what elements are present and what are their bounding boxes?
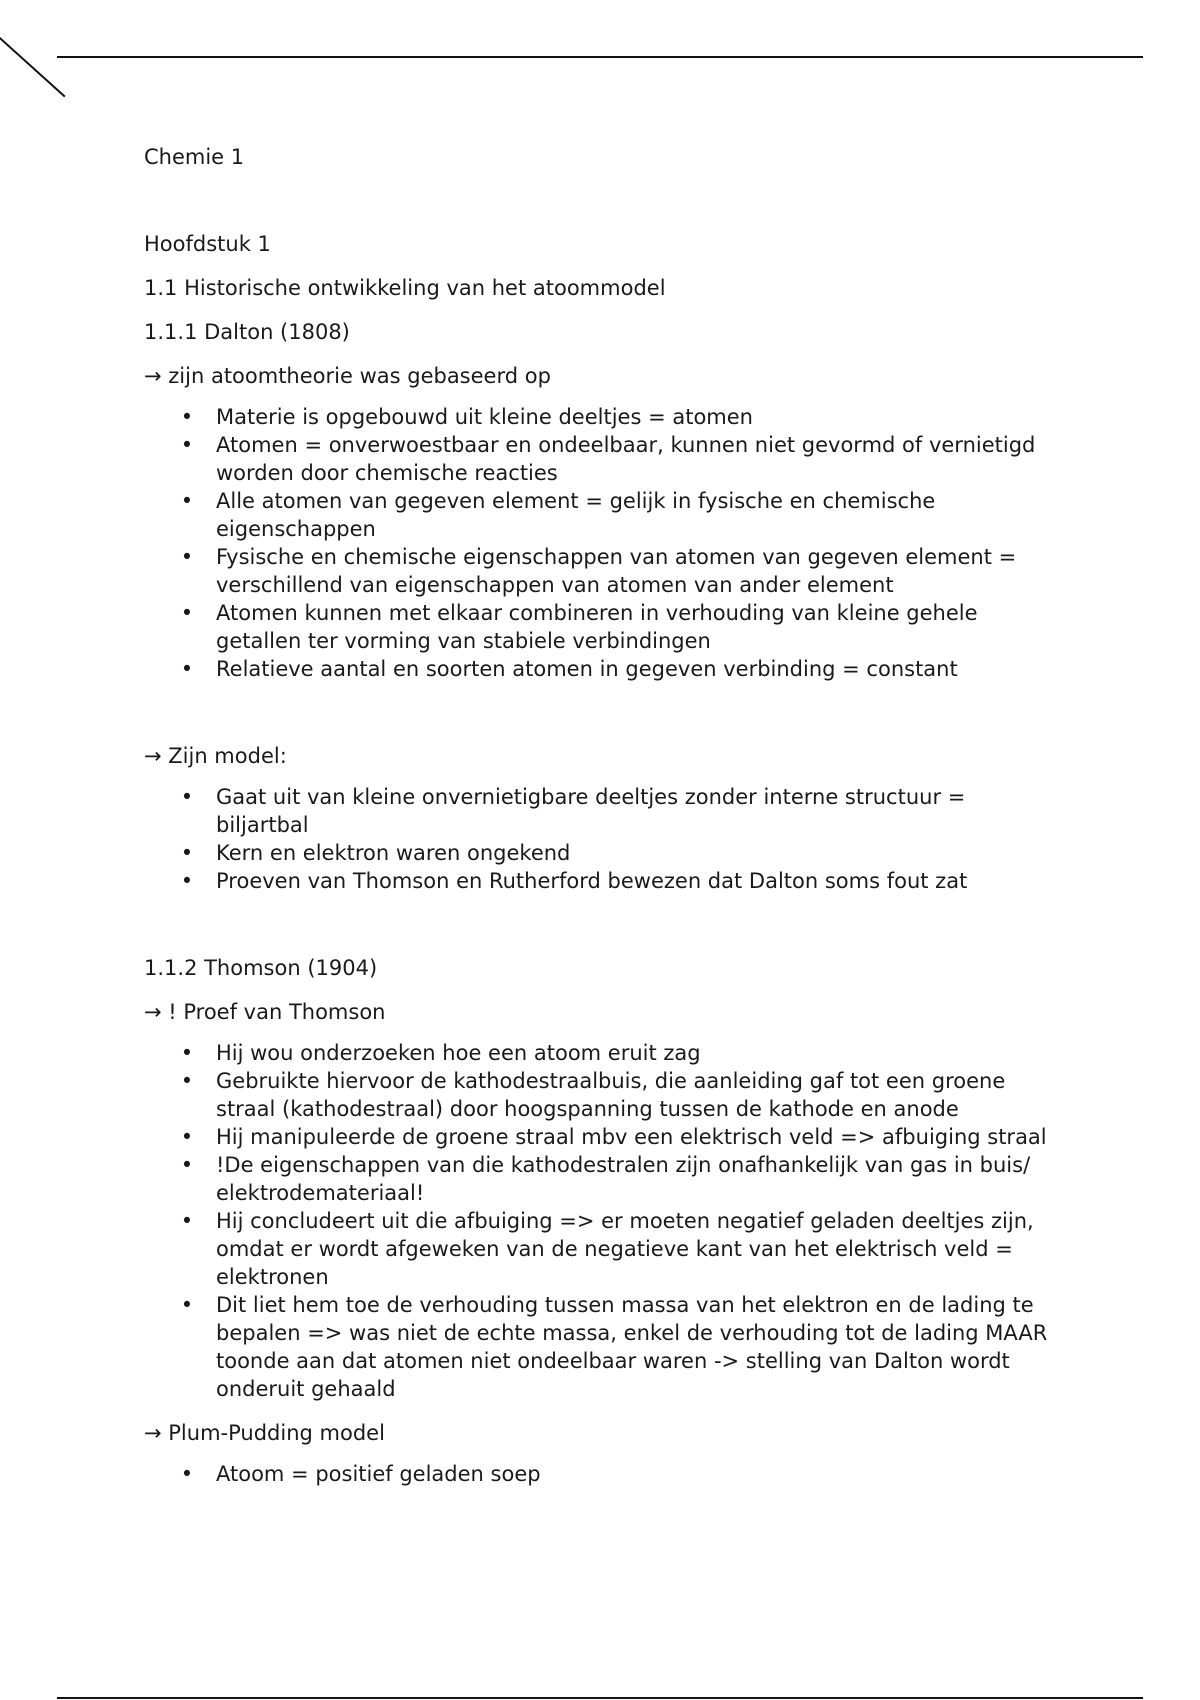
- bullet-icon: •: [180, 1069, 194, 1093]
- chapter-heading: Hoofdstuk 1: [144, 232, 271, 256]
- list-item: • Hij manipuleerde de groene straal mbv een elektrisch veld => afbuiging straal: [180, 1125, 1047, 1149]
- bullet-icon: •: [180, 1041, 194, 1065]
- bullet-icon: •: [180, 1125, 194, 1149]
- list-item: • Relatieve aantal en soorten atomen in gegeven verbinding = constant: [180, 657, 958, 681]
- bullet-icon: •: [180, 433, 194, 457]
- bullet-icon: •: [180, 785, 194, 809]
- bullet-icon: •: [180, 405, 194, 429]
- thomson-heading: 1.1.2 Thomson (1904): [144, 956, 378, 980]
- list-item: • Atoom = positief geladen soep: [180, 1462, 541, 1486]
- dalton-model-intro: → Zijn model:: [144, 744, 287, 768]
- bullet-icon: •: [180, 601, 194, 625]
- dalton-intro: → zijn atoomtheorie was gebaseerd op: [144, 364, 551, 388]
- list-item: • Atomen = onverwoestbaar en ondeelbaar, kunnen niet gevormd of vernietigd worden door chemische reacties: [180, 433, 1036, 485]
- bullet-icon: •: [180, 1209, 194, 1233]
- bullet-icon: •: [180, 489, 194, 513]
- list-item: • Dit liet hem toe de verhouding tussen massa van het elektron en de lading te bepalen => was niet de echte massa, enkel de verhouding tot de lading MAAR toonde aan dat atomen niet ondeelbaar waren -> stelling van Dalton wordt onderuit gehaald: [180, 1293, 1048, 1401]
- bullet-icon: •: [180, 1153, 194, 1177]
- list-item: • Atomen kunnen met elkaar combineren in verhouding van kleine gehele getallen ter vorming van stabiele verbindingen: [180, 601, 978, 653]
- bullet-icon: •: [180, 1462, 194, 1486]
- list-item: • Hij concludeert uit die afbuiging => er moeten negatief geladen deeltjes zijn, omdat er wordt afgeweken van de negatieve kant van het elektrisch veld = elektronen: [180, 1209, 1034, 1289]
- document-title: Chemie 1: [144, 145, 245, 169]
- list-item: • Alle atomen van gegeven element = gelijk in fysische en chemische eigenschappen: [180, 489, 936, 541]
- list-item: • Gaat uit van kleine onvernietigbare deeltjes zonder interne structuur = biljartbal: [180, 785, 966, 837]
- section-heading: 1.1 Historische ontwikkeling van het atoommodel: [144, 276, 666, 300]
- thomson-experiment-list: [144, 1039, 1064, 1403]
- thomson-intro: → ! Proef van Thomson: [144, 1000, 386, 1024]
- bullet-icon: •: [180, 1293, 194, 1317]
- dalton-heading: 1.1.1 Dalton (1808): [144, 320, 350, 344]
- thomson-model-intro: → Plum-Pudding model: [144, 1421, 385, 1445]
- header-rule: [57, 56, 1143, 58]
- list-item: • !De eigenschappen van die kathodestralen zijn onafhankelijk van gas in buis/ elektrodemateriaal!: [180, 1153, 1031, 1205]
- list-item: • Gebruikte hiervoor de kathodestraalbuis, die aanleiding gaf tot een groene straal (kathodestraal) door hoogspanning tussen de kathode en anode: [180, 1069, 1006, 1121]
- list-item: • Hij wou onderzoeken hoe een atoom eruit zag: [180, 1041, 701, 1065]
- footer-rule: [57, 1697, 1143, 1699]
- list-item: • Proeven van Thomson en Rutherford bewezen dat Dalton soms fout zat: [180, 869, 968, 893]
- bullet-icon: •: [180, 545, 194, 569]
- document-page: [144, 143, 1064, 1488]
- dalton-theory-list: [144, 403, 1064, 683]
- corner-diagonal-line: [0, 30, 65, 97]
- thomson-model-list: [144, 1460, 1064, 1488]
- list-item: • Fysische en chemische eigenschappen van atomen van gegeven element = verschillend van eigenschappen van atomen van ander element: [180, 545, 1017, 597]
- dalton-model-list: [144, 783, 1064, 895]
- list-item: • Kern en elektron waren ongekend: [180, 841, 571, 865]
- bullet-icon: •: [180, 657, 194, 681]
- bullet-icon: •: [180, 841, 194, 865]
- list-item: • Materie is opgebouwd uit kleine deeltjes = atomen: [180, 405, 753, 429]
- bullet-icon: •: [180, 869, 194, 893]
